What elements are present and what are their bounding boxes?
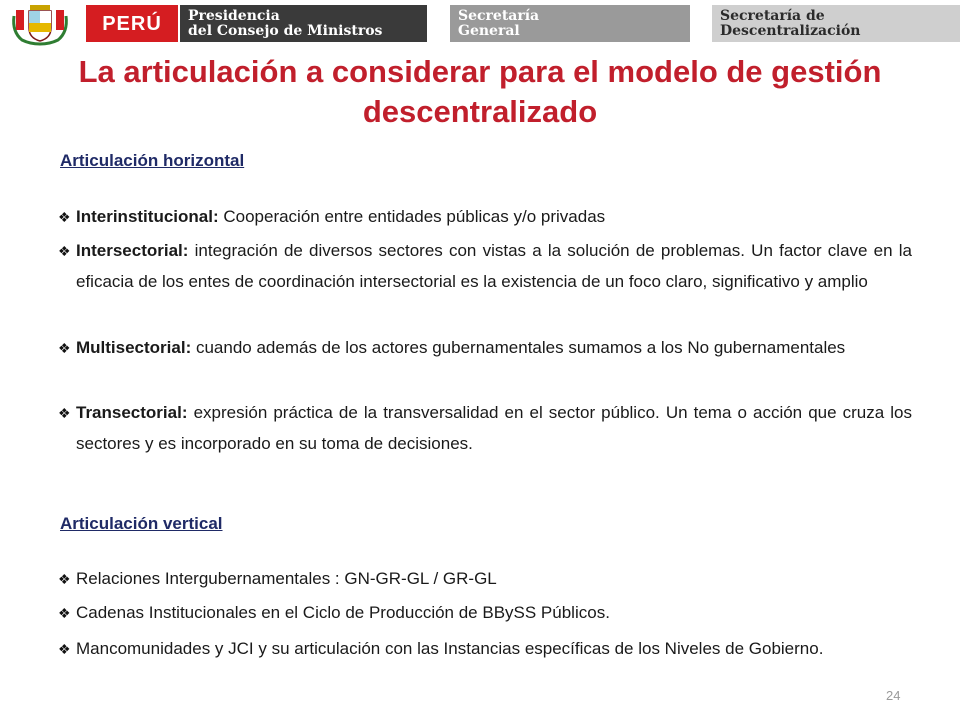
diamond-bullet-icon: ❖ — [58, 605, 71, 621]
vertical-heading: Articulación vertical — [60, 514, 223, 533]
bullet-text: Mancomunidades y JCI y su articulación con las Instancias específicas de los Niveles de Gobierno. — [76, 639, 824, 658]
coat-of-arms-icon — [8, 2, 72, 46]
term-label: Intersectorial: — [76, 241, 189, 260]
pcm-logo — [180, 5, 427, 42]
bullet-cadenas — [58, 598, 912, 629]
bullet-transectorial — [58, 398, 912, 458]
peru-logo — [86, 5, 178, 42]
sd-label — [720, 9, 860, 39]
page-number: 24 — [886, 688, 901, 703]
pcm-label-line-1: Presidencia — [188, 8, 280, 24]
secretaria-general-logo — [450, 5, 690, 42]
pcm-label — [188, 9, 382, 39]
horizontal-heading: Articulación horizontal — [60, 151, 245, 170]
peru-label: PERÚ — [102, 13, 162, 35]
pcm-label-line-2: del Consejo de Ministros — [188, 23, 383, 39]
bullet-relaciones — [58, 564, 912, 595]
bullet-mancomunidades — [58, 634, 912, 665]
term-label: Transectorial: — [76, 403, 188, 422]
term-description: Cooperación entre entidades públicas y/o privadas — [218, 207, 606, 226]
bullet-text: Cadenas Institucionales en el Ciclo de Producción de BBySS Públicos. — [76, 603, 610, 622]
diamond-bullet-icon: ❖ — [58, 405, 71, 421]
bullet-text: Relaciones Intergubernamentales : GN-GR-GL / GR-GL — [76, 569, 497, 588]
header-banner — [0, 0, 960, 48]
bullet-multisectorial — [58, 333, 912, 364]
sg-label-line-2: General — [458, 23, 520, 39]
slide-title: La articulación a considerar para el modelo de gestión descentralizado — [78, 54, 882, 129]
term-label: Multisectorial: — [76, 338, 192, 357]
bullet-interinstitucional — [58, 202, 912, 233]
secretaria-descentralizacion-logo — [712, 5, 960, 42]
diamond-bullet-icon: ❖ — [58, 340, 71, 356]
sg-label-line-1: Secretaría — [458, 8, 540, 24]
term-description: expresión práctica de la transversalidad en el sector público. Un tema o acción que cruza los sectores y es incorporado en su toma de decisiones. — [76, 403, 912, 453]
diamond-bullet-icon: ❖ — [58, 243, 71, 259]
term-description: cuando además de los actores gubernamentales sumamos a los No gubernamentales — [191, 338, 846, 357]
term-description: integración de diversos sectores con vistas a la solución de problemas. Un factor clave en la eficacia de los entes de coordinación intersectorial es la existencia de un foco claro, significativo y amplio — [76, 241, 912, 291]
bullet-intersectorial — [58, 236, 912, 296]
diamond-bullet-icon: ❖ — [58, 209, 71, 225]
term-label: Interinstitucional: — [76, 207, 219, 226]
sd-label-line-1: Secretaría de — [720, 8, 825, 24]
sg-label — [458, 9, 539, 39]
sd-label-line-2: Descentralización — [720, 23, 861, 39]
diamond-bullet-icon: ❖ — [58, 641, 71, 657]
diamond-bullet-icon: ❖ — [58, 571, 71, 587]
